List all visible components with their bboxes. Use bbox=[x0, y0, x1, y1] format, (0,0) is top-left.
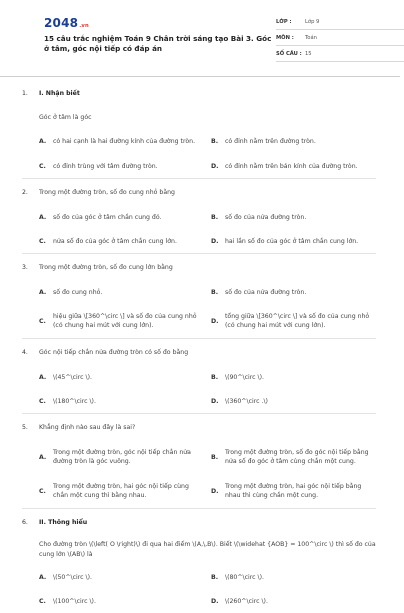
options-row bbox=[22, 365, 376, 389]
options-row bbox=[22, 229, 376, 253]
option-d[interactable]: D. \(260^\circ \). bbox=[211, 597, 268, 605]
option-b[interactable]: B. có đỉnh nằm trên đường tròn. bbox=[211, 137, 316, 145]
meta-value: 15 bbox=[305, 50, 312, 57]
question-2-header bbox=[22, 179, 376, 205]
options-row bbox=[22, 128, 376, 154]
option-d[interactable]: D. có đỉnh nằm trên bán kính của đường tròn. bbox=[211, 162, 358, 170]
question-number: 4. bbox=[22, 348, 28, 356]
option-a[interactable]: A. có hai cạnh là hai đường kính của đường tròn. bbox=[39, 137, 196, 145]
meta-label: LỚP : bbox=[276, 18, 292, 25]
option-c[interactable]: C. hiệu giữa \[360^\circ \] và số đo của cung nhỏ (có chung hai mút với cung lớn). bbox=[39, 313, 197, 329]
question-stem: Cho đường tròn \(\left( O \right)\) đi qua hai điểm \(A,\,B\). Biết \(\widehat {AOB} = 100^\circ \) thì số đo của cung lớn \(AB\) là bbox=[39, 541, 376, 558]
section-title: I. Nhận biết bbox=[39, 89, 80, 97]
option-a[interactable]: A. \(45^\circ \). bbox=[39, 373, 93, 381]
option-d[interactable]: D. Trong một đường tròn, hai góc nội tiếp bằng nhau thì cùng chắn một cung. bbox=[211, 483, 362, 499]
meta-value: Toán bbox=[305, 34, 317, 41]
options-row bbox=[22, 589, 376, 613]
option-a[interactable]: A. \(50^\circ \). bbox=[39, 573, 93, 581]
section-title: II. Thông hiểu bbox=[39, 518, 88, 526]
question-stem: Trong một đường tròn, số đo cung lớn bằng bbox=[39, 263, 173, 271]
document-title: 15 câu trắc nghiệm Toán 9 Chân trời sáng tạo Bài 3. Góc ở tâm, góc nội tiếp có đáp án bbox=[44, 34, 272, 53]
option-b[interactable]: B. số đo của nửa đường tròn. bbox=[211, 288, 307, 296]
option-d[interactable]: D. \(360^\circ .\) bbox=[211, 397, 268, 405]
question-stem: Khẳng định nào sau đây là sai? bbox=[39, 423, 136, 431]
option-b[interactable]: B. Trong một đường tròn, số đo góc nội tiếp bằng nửa số đo góc ở tâm cùng chắn một cung. bbox=[211, 449, 369, 465]
question-3-header bbox=[22, 254, 376, 280]
options-row bbox=[22, 440, 376, 474]
option-c[interactable]: C. có đỉnh trùng với tâm đường tròn. bbox=[39, 162, 158, 170]
header bbox=[22, 0, 376, 76]
options-row bbox=[22, 304, 376, 338]
question-stem: Trong một đường tròn, số đo cung nhỏ bằng bbox=[39, 188, 175, 196]
options-row bbox=[22, 565, 376, 589]
question-number: 6. bbox=[22, 518, 28, 526]
option-c[interactable]: C. \(100^\circ \). bbox=[39, 597, 96, 605]
meta-box bbox=[276, 14, 404, 62]
options-row bbox=[22, 474, 376, 508]
meta-row-class bbox=[276, 14, 404, 30]
meta-row-subject bbox=[276, 30, 404, 46]
question-5-header bbox=[22, 414, 376, 440]
question-list bbox=[22, 80, 376, 613]
question-number: 1. bbox=[22, 89, 28, 97]
meta-label: SỐ CÂU : bbox=[276, 50, 302, 57]
question-stem: Góc ở tâm là góc bbox=[39, 113, 92, 121]
options-row bbox=[22, 154, 376, 178]
options-row bbox=[22, 389, 376, 413]
option-b[interactable]: B. \(80^\circ \). bbox=[211, 573, 265, 581]
option-d[interactable]: D. tổng giữa \[360^\circ \] và số đo của cung nhỏ (có chung hai mút với cung lớn). bbox=[211, 313, 370, 329]
option-b[interactable]: B. số đo của nửa đường tròn. bbox=[211, 213, 307, 221]
option-a[interactable]: A. Trong một đường tròn, góc nội tiếp chắn nửa đường tròn là góc vuông. bbox=[39, 449, 191, 465]
question-stem: Góc nội tiếp chắn nửa đường tròn có số đo bằng bbox=[39, 348, 189, 356]
option-c[interactable]: C. Trong một đường tròn, hai góc nội tiếp cùng chắn một cung thì bằng nhau. bbox=[39, 483, 189, 499]
option-a[interactable]: A. số đo của góc ở tâm chắn cung đó. bbox=[39, 213, 162, 221]
option-a[interactable]: A. số đo cung nhỏ. bbox=[39, 288, 103, 296]
options-row bbox=[22, 205, 376, 229]
option-c[interactable]: C. nửa số đo của góc ở tâm chắn cung lớn. bbox=[39, 237, 177, 245]
option-c[interactable]: C. \(180^\circ \). bbox=[39, 397, 96, 405]
meta-row-count bbox=[276, 46, 404, 62]
question-4-header bbox=[22, 339, 376, 365]
site-logo[interactable]: 2048.vn bbox=[44, 16, 89, 30]
question-6-header bbox=[22, 509, 376, 535]
question-number: 3. bbox=[22, 263, 28, 271]
header-divider bbox=[0, 76, 400, 77]
options-row bbox=[22, 280, 376, 304]
option-d[interactable]: D. hai lần số đo của góc ở tâm chắn cung lớn. bbox=[211, 237, 359, 245]
question-1-header bbox=[22, 80, 376, 106]
option-b[interactable]: B. \(90^\circ \). bbox=[211, 373, 265, 381]
meta-value: Lớp 9 bbox=[305, 18, 320, 25]
meta-label: MÔN : bbox=[276, 34, 294, 41]
question-number: 2. bbox=[22, 188, 28, 196]
question-number: 5. bbox=[22, 423, 28, 431]
